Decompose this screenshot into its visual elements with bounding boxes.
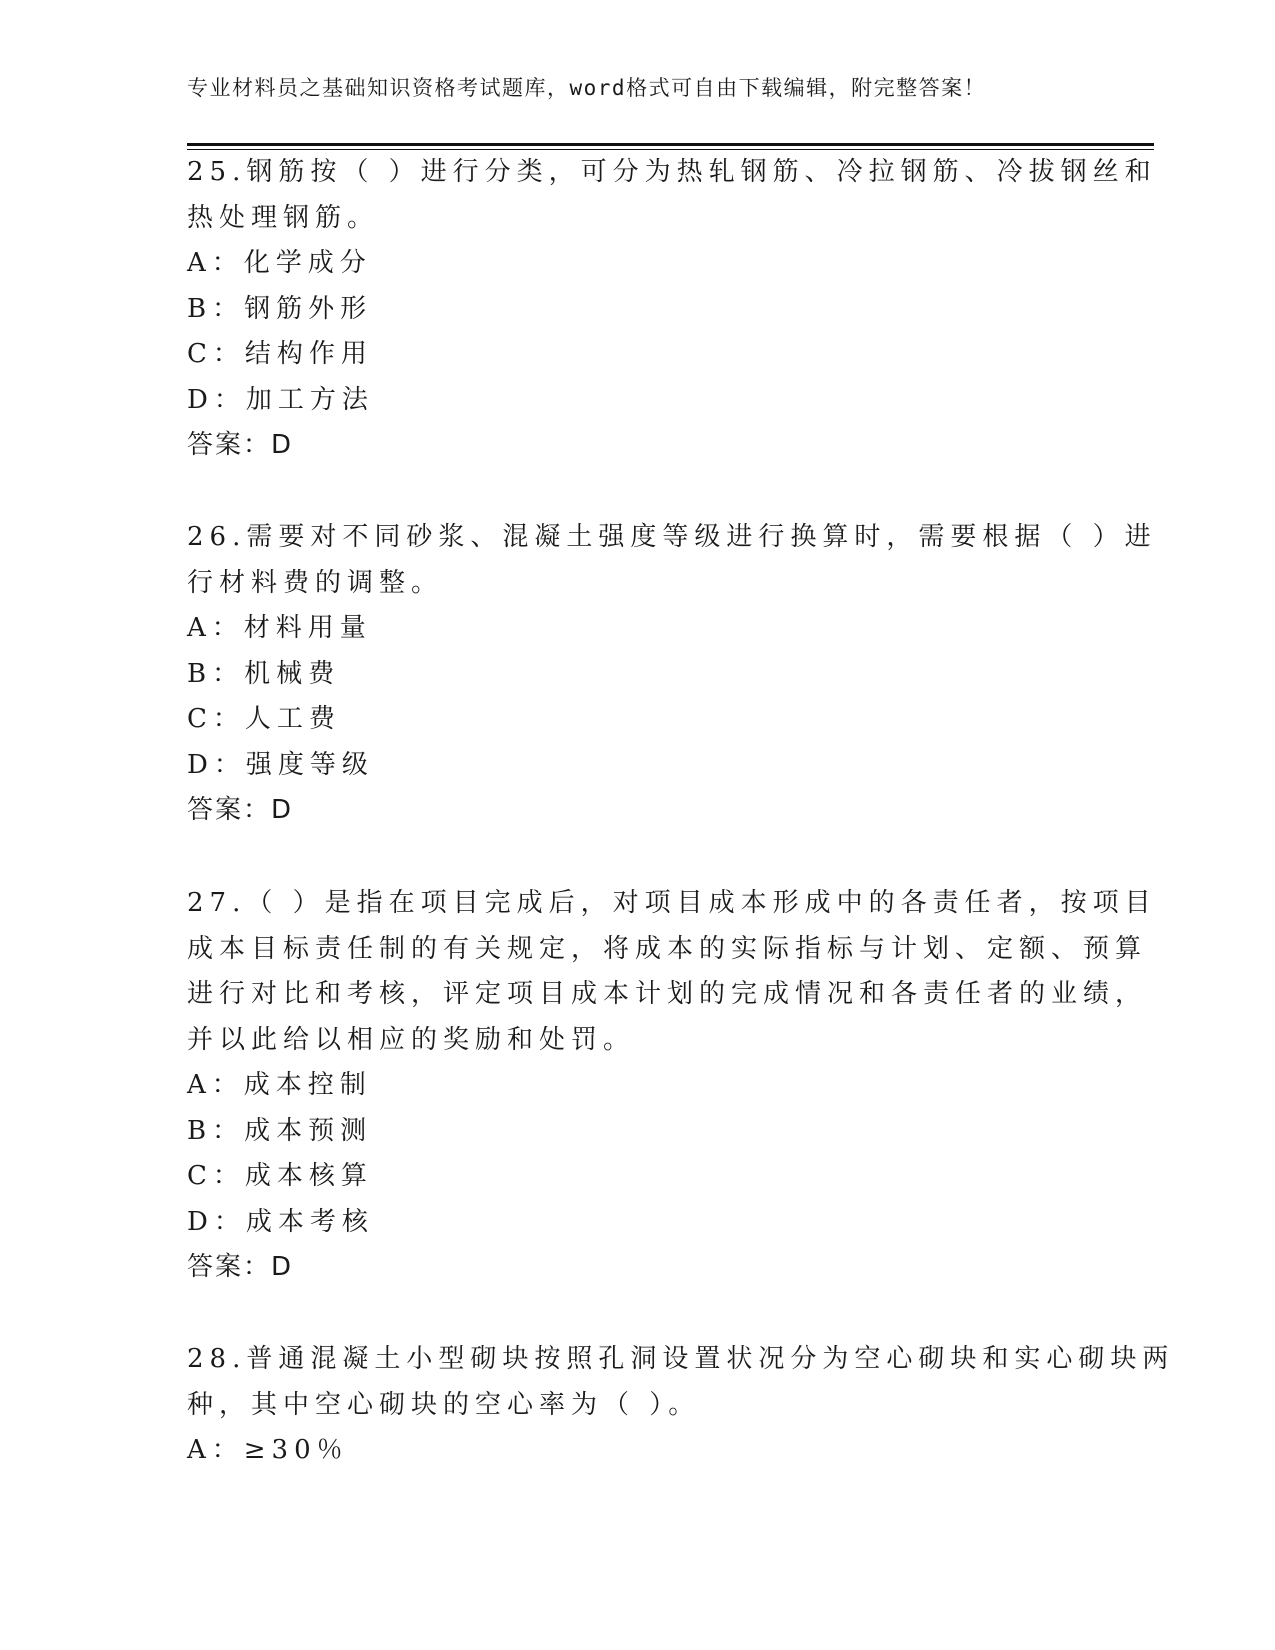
option-b: B：机械费	[187, 658, 341, 689]
question-26	[187, 515, 1157, 834]
option-a: A：成本控制	[187, 1070, 372, 1100]
option-b: B：钢筋外形	[187, 293, 373, 324]
question-stem-line: 并以此给以相应的奖励和处罚。	[187, 1024, 636, 1055]
question-stem-line: 28.普通混凝土小型砌块按照孔洞设置状况分为空心砌块和实心砌块两	[187, 1344, 1175, 1374]
question-stem-line: 热处理钢筋。	[187, 202, 380, 233]
option-c: C：结构作用	[187, 339, 373, 369]
header-rule-thick	[187, 143, 1154, 146]
answer-line: 答案：D	[187, 795, 294, 825]
question-stem-line: 26.需要对不同砂浆、混凝土强度等级进行换算时，需要根据（ ）进	[187, 522, 1157, 552]
question-28	[187, 1337, 1175, 1474]
option-a: A：≥30％	[187, 1435, 349, 1465]
question-25	[187, 150, 1157, 469]
question-stem-line: 行材料费的调整。	[187, 567, 444, 598]
question-stem-line: 种，其中空心砌块的空心率为（ ）。	[187, 1389, 701, 1420]
option-a: A：材料用量	[187, 613, 372, 643]
question-stem-line: 25.钢筋按（ ）进行分类，可分为热轧钢筋、冷拉钢筋、冷拔钢丝和	[187, 157, 1157, 187]
answer-line: 答案：D	[187, 430, 294, 460]
question-stem-line: 成本目标责任制的有关规定，将成本的实际指标与计划、定额、预算	[187, 933, 1148, 964]
option-d: D：强度等级	[187, 749, 374, 780]
page-header: 专业材料员之基础知识资格考试题库，word格式可自由下载编辑，附完整答案！	[187, 76, 987, 100]
option-b: B：成本预测	[187, 1115, 373, 1146]
question-27	[187, 881, 1157, 1291]
option-d: D：成本考核	[187, 1206, 374, 1237]
question-stem-line: 27.（ ）是指在项目完成后，对项目成本形成中的各责任者，按项目	[187, 888, 1157, 918]
answer-line: 答案：D	[187, 1252, 294, 1282]
option-c: C：人工费	[187, 704, 341, 734]
question-stem-line: 进行对比和考核，评定项目成本计划的完成情况和各责任者的业绩，	[187, 979, 1148, 1009]
option-d: D：加工方法	[187, 384, 374, 415]
option-c: C：成本核算	[187, 1161, 373, 1191]
option-a: A：化学成分	[187, 248, 372, 278]
